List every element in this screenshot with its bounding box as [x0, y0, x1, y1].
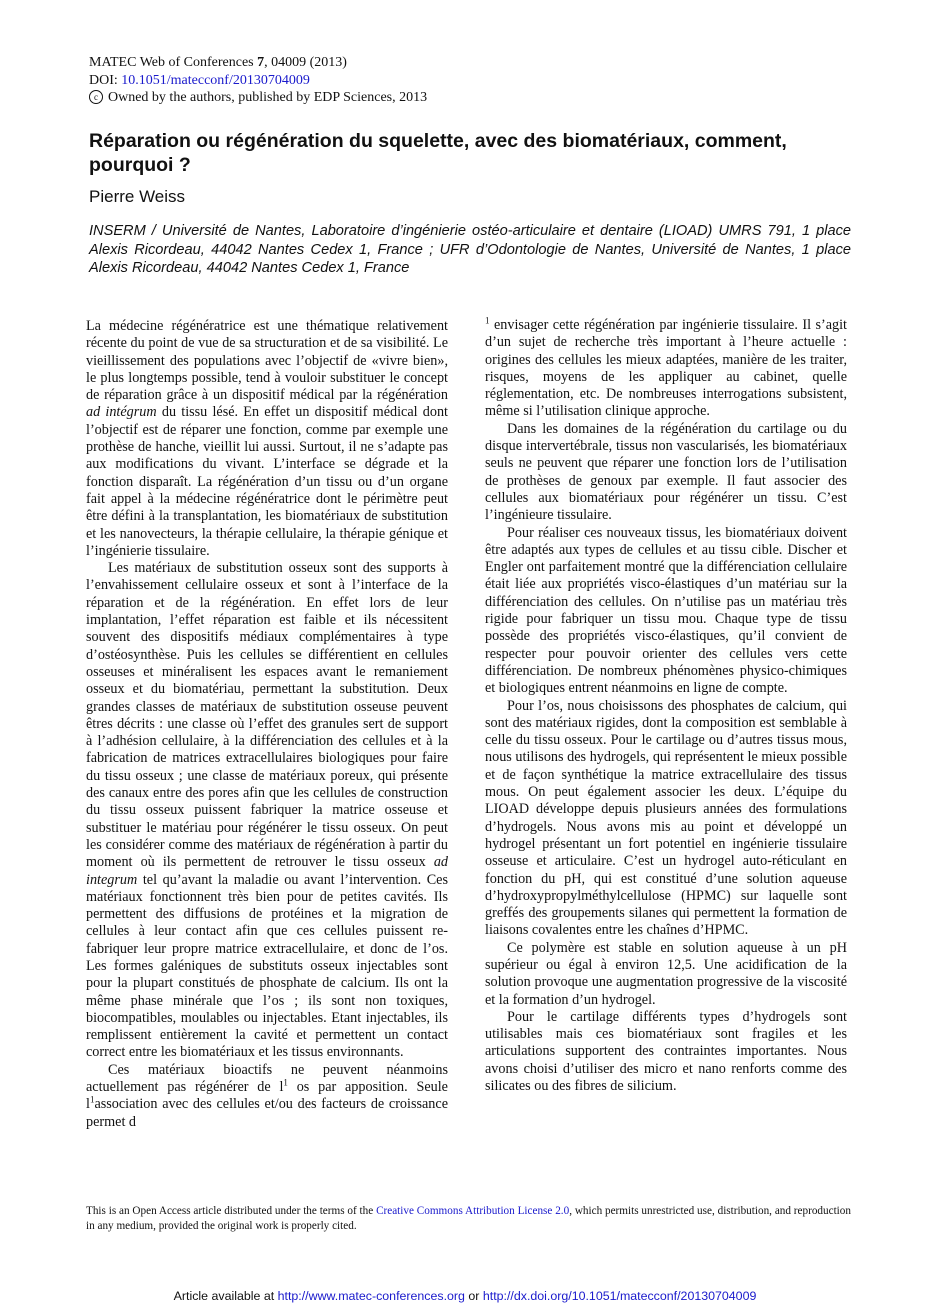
- license-link[interactable]: Creative Commons Attribution License 2.0: [376, 1205, 570, 1217]
- journal-header: [89, 54, 427, 107]
- doi-line: DOI: 10.1051/matecconf/20130704009: [89, 72, 310, 88]
- body-column-right: [485, 317, 847, 1095]
- doi-link[interactable]: 10.1051/matecconf/20130704009: [121, 72, 310, 88]
- copyright-icon: c: [89, 90, 103, 104]
- body-column-left: [86, 318, 448, 1131]
- paragraph-2: Les matériaux de substitution osseux sont des supports à l’envahissement cellulaire osseux et sont à l’interface de la réparation et de la régénération. En effet lors de leur implantation, l’effet réparation est faible et ils nécessitent souvent des dispositifs médiaux complémentaires à type d’ostéosynthèse. Puis les cellules se différentient en cellules osseuses et minéralisent les espaces avant le remaniement osseux et du biomatériau, permettant la substitution. Deux grandes classes de matériaux de substitution osseuse peuvent êtres décrits : une classe où l’effet des granules sert de support à l’adhésion cellulaire, à la différenciation des cellules et à la fabrication de matrices extracellulaires biologiques pour faire du tissu osseux ; une classe de matériaux poreux, qui présente des canaux entre des pores afin que les cellules de construction du tissu osseux puissent fabriquer la matrice osseuse et substituer le matériau pour régénérer le tissu osseux. On peut les considérer comme des matériaux de régénération à partir du moment où ils permettent de retrouver le tissu osseux ad integrum tel qu’avant la maladie ou avant l’intervention. Ces matériaux fonctionnent très bien pour de petites cavités. Ils permettent des diffusions de protéines et la migration de cellules à leur contact afin que ces cellules puissent re-fabriquer leur propre matrice extracellulaire, et donc de l’os. Les formes galéniques de substituts osseux injectables sont pour la plupart constitués de phosphate de calcium. Ils ont la même phase minérale que l’os ; ils sont non toxiques, biocompatibles, moulables ou injectables. Etant injectables, ils remplissent entièrement la cavité et permettent un contact correct entre les biomatériaux et les tissus environnants.: [86, 560, 448, 1061]
- author-affiliation: INSERM / Université de Nantes, Laboratoire d’ingénierie ostéo-articulaire et dentaire (LIOAD) UMRS 791, 1 place Alexis Ricordeau, 44042 Nantes Cedex 1, France ; UFR d’Odontologie de Nantes, Université de Nantes, 1 place Alexis Ricordeau, 44042 Nantes Cedex 1, France: [89, 223, 851, 276]
- paragraph-8: Pour le cartilage différents types d’hydrogels sont utilisables mais ces biomatériaux sont fragiles et les articulations supportent des contraintes importantes. Nous avons choisi d’utiliser des micro et nano renforts comme des silicates ou des fibres de silicium.: [485, 1008, 847, 1095]
- article-doi-url-link[interactable]: http://dx.doi.org/10.1051/matecconf/20130704009: [482, 1289, 757, 1303]
- copyright-line: c Owned by the authors, published by EDP Sciences, 2013: [89, 89, 427, 107]
- paragraph-6: Pour l’os, nous choisissons des phosphates de calcium, qui sont des matériaux rigides, dont la composition est semblable à celle du tissu osseux. Pour le cartilage ou d’autres tissus mous, nous utilisons des hydrogels, qui représentent le mieux possible et de façon synthétique la matrice extracellulaire des tissus mous. On peut également associer les deux. L’équipe du LIOAD développe depuis plusieurs années des formulations d’hydrogels. Nous avons mis au point et développé un hydrogel présentant un fort potentiel en ingénierie tissulaire osseuse et articulaire. C’est un hydrogel auto-réticulant en fonction du pH, qui est constitué d’une solution aqueuse d’hydroxypropylméthylcellulose (HPMC) sur laquelle sont greffés des groupements silanes qui permettent la formation de liaisons covalentes entre les chaînes d’HPMC.: [485, 697, 847, 939]
- paragraph-5: Pour réaliser ces nouveaux tissus, les biomatériaux doivent être adaptés aux types de cellules et au tissu cible. Discher et Engler ont parfaitement montré que la différenciation cellulaire était liée aux propriétés visco-élastiques d’un matériau sur la différenciation des cellules. On n’utilise pas un matériau très rigide pour fabriquer un tissu mou. Chaque type de tissu possède des propriétés visco-élastiques, qu’il convient de respecter pour pouvoir orienter des cellules vers cette différenciation. De nombreux phénomènes physico-chimiques et biologiques entrent néanmoins en ligne de compte.: [485, 524, 847, 697]
- paragraph-3-continued: $^1$ envisager cette régénération par ingénierie tissulaire. Il s’agit d’un sujet de recherche très important à l’heure actuelle : origines des cellules les mieux adaptées, manière de les traiter, risques, moyens de les appliquer au cabinet, quelle réglementation, etc. De nombreuses interrogations subsistent, même si l’utilisation clinique approche.: [485, 315, 847, 420]
- paragraph-3: Ces matériaux bioactifs ne peuvent néanmoins actuellement pas régénérer de $l^1$ os par apposition. Seule $l^1association$ avec des cellules et/ou des facteurs de croissance permet d: [86, 1061, 448, 1130]
- article-title: Réparation ou régénération du squelette, avec des biomatériaux, comment, pourquoi ?: [89, 130, 787, 176]
- paragraph-7: Ce polymère est stable en solution aqueuse à un pH supérieur ou égal à environ 12,5. Une acidification de la solution provoque une augmentation progressive de la viscosité et la formation d’un hydrogel.: [485, 939, 847, 1008]
- paragraph-4: Dans les domaines de la régénération du cartilage ou du disque intervertébrale, tissus non vascularisés, les biomatériaux seuls ne peuvent que réparer une fonction lors de l’utilisation de prothèses de genoux par exemple. Il faut associer des cellules aux biomatériaux pour régénérer un tissu. C’est l’ingénieure tissulaire.: [485, 420, 847, 524]
- journal-volume: 7: [257, 55, 265, 70]
- license-note: This is an Open Access article distributed under the terms of the Creative Commons Attribution License 2.0, which permits unrestricted use, distribution, and reproduction in any medium, provided the original work is properly cited.: [86, 1205, 851, 1232]
- author-name: Pierre Weiss: [89, 187, 186, 206]
- paragraph-1: La médecine régénératrice est une thématique relativement récente du point de vue de sa structuration et de sa visibilité. Le vieillissement des populations avec l’objectif de «vivre bien», le plus longtemps possible, tend à vouloir substituer le concept de réparation grâce à un dispositif médical par la régénération ad intégrum du tissu lésé. En effet un dispositif médical dont l’objectif est de réparer une fonction, comme par exemple une prothèse de hanche, vieillit lui aussi. Surtout, il ne s’adapte pas aux modifications du vivant. L’interface se dégrade et la fonction disparaît. La régénération d’un tissu ou d’un organe fait appel à la médecine régénératrice dont le périmètre peut être défini à la transplantation, les biomatériaux de substitution et les nanovecteurs, la thérapie cellulaire, la thérapie génique et l’ingénierie tissulaire.: [86, 318, 448, 559]
- page-footer: Article available at http://www.matec-conferences.org or http://dx.doi.org/10.1051/matecconf/20130704009: [173, 1289, 757, 1303]
- journal-url-link[interactable]: http://www.matec-conferences.org: [277, 1289, 465, 1303]
- journal-citation: MATEC Web of Conferences 7, 04009 (2013): [89, 55, 347, 70]
